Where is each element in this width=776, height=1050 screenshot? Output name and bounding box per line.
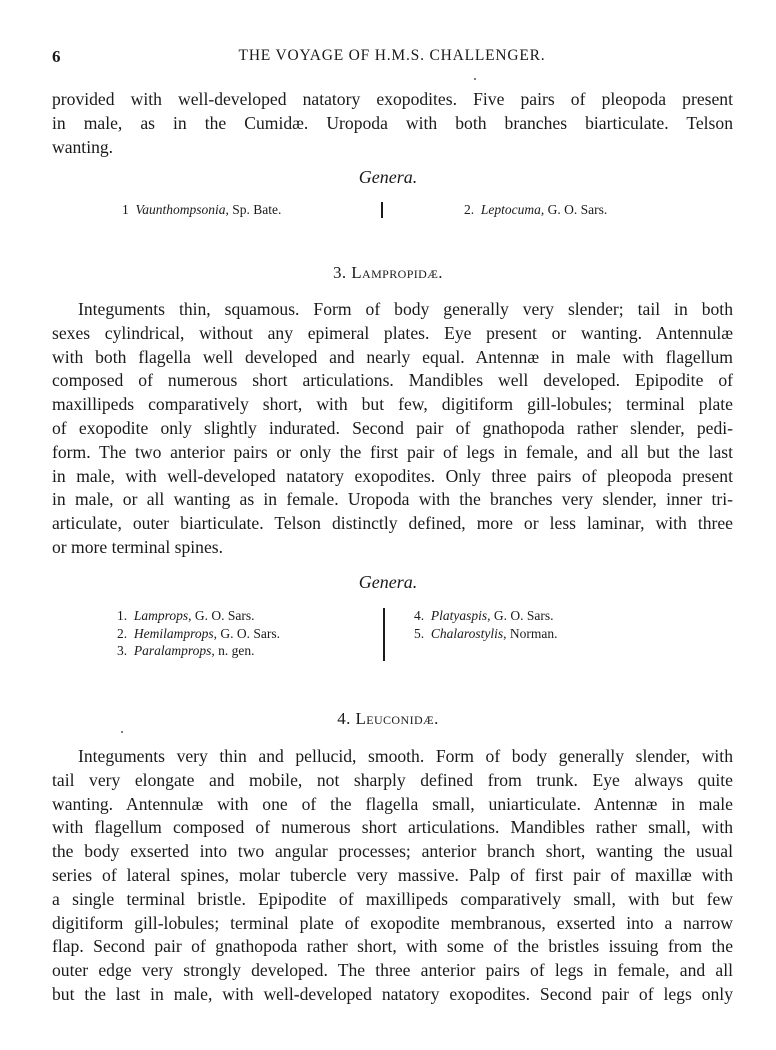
column-divider [381,202,383,218]
genus-number: 2. [117,625,128,641]
genus-number: 3. [117,643,128,658]
genus-name: Platyaspis [430,608,488,623]
genus-number: 1. [117,608,128,623]
genus-name: Lamprops [133,608,189,623]
family-heading-lampropidae: 3. Lampropidæ. [333,263,443,282]
text-line: of exopodite only slightly indurated. Second pair of gnathopoda rather slender, pedi- [52,417,733,438]
text-line: flap. Second pair of gnathopoda rather short, with some of the bristles issuing from the [52,936,733,957]
print-speck [121,731,123,733]
genus-number: 2. [464,202,475,217]
genus-authority: , G. O. Sars. [213,625,280,641]
genera-list-left [122,201,281,219]
genus-authority: , Norman. [503,625,558,641]
text-line: outer edge very strongly developed. The three anterior pairs of legs in female, and all [52,960,733,981]
continuation-paragraph [52,88,733,159]
genus-authority: , Sp. Bate. [225,202,282,217]
genus-number: 1 [122,202,129,217]
text-line: provided with well-developed natatory exopodites. Five pairs of pleopoda present [52,89,733,109]
text-line: but the last in male, with well-developed natatory exopodites. Second pair of legs only [52,983,733,1004]
text-line: articulate, outer biarticulate. Telson distinctly defined, more or less laminar, with three [52,513,733,534]
genus-item [464,201,607,219]
genus-name: Vaunthompsonia [135,202,226,217]
text-line: maxillipeds comparatively short, with but few, digitiform gill-lobules; terminal plate [52,394,733,415]
genus-authority: , n. gen. [211,643,255,658]
genus-item [117,607,280,625]
text-line: digitiform gill-lobules; terminal plate of exopodite membranous, exserted into a narrow [52,912,733,933]
genus-item [122,201,281,219]
family-heading-leuconidae: 4. Leuconidæ. [337,709,439,728]
text-line: the body exserted into two angular processes; anterior branch short, wanting the usual [52,841,733,862]
text-line: with flagellum composed of numerous short articulations. Mandibles rather small, with [52,817,733,838]
text-line: series of lateral spines, molar tubercle very massive. Palp of first pair of maxillæ with [52,864,733,885]
text-line: a single terminal bristle. Epipodite of maxillipeds comparatively small, with but few [52,888,733,909]
text-line: sexes cylindrical, without any epimeral plates. Eye present or wanting. Antennulæ [52,322,733,343]
genus-authority: , G. O. Sars. [188,608,255,623]
page-number: 6 [52,47,62,66]
genera-heading: Genera. [358,167,418,187]
text-line: wanting. Antennulæ with one of the flagella small, uniarticulate. Antennæ in male [52,793,733,814]
genera-list-left [117,607,280,660]
genus-number: 5. [414,625,425,641]
text-line: with both flagella well developed and nearly equal. Antennæ in male with flagellum [52,346,733,367]
text-line: Integuments thin, squamous. Form of body generally very slender; tail in both [78,299,733,319]
genera-heading: Genera. [358,572,418,592]
leuconidae-paragraph [52,745,733,1007]
genus-number: 4. [414,608,425,623]
genus-authority: , G. O. Sars. [540,202,608,217]
genus-name: Leptocuma [480,202,541,217]
genera-list-right [414,607,558,642]
text-line: in male, as in the Cumidæ. Uropoda with both branches biarticulate. Telson [52,112,733,133]
text-line: composed of numerous short articulations. Mandibles well developed. Epipodite of [52,370,733,391]
genus-item [117,625,280,643]
running-head [52,47,732,71]
text-line: Integuments very thin and pellucid, smooth. Form of body generally slender, with [78,746,733,766]
text-line: or more terminal spines. [52,536,224,557]
genus-authority: , G. O. Sars. [487,608,554,623]
lampropidae-paragraph [52,298,733,560]
text-line: tail very elongate and mobile, not sharply defined from trunk. Eye always quite [52,769,733,790]
genus-item [414,625,558,643]
genera-list-right [464,201,607,219]
text-line: in male, with well-developed natatory exopodites. Only three pairs of pleopoda present [52,465,733,486]
text-line: wanting. [52,136,114,157]
text-line: in male, or all wanting as in female. Uropoda with the branches very slender, inner tri- [52,489,733,510]
genus-name: Chalarostylis [430,625,504,641]
genus-name: Paralamprops [133,643,212,658]
genus-item [414,607,558,625]
running-title: THE VOYAGE OF H.M.S. CHALLENGER. [238,47,546,64]
column-divider [383,608,385,661]
genus-name: Hemilamprops [133,625,214,641]
genus-item [117,642,280,660]
text-line: form. The two anterior pairs or only the first pair of legs in female, and all but the last [52,441,733,462]
print-speck [474,78,476,80]
